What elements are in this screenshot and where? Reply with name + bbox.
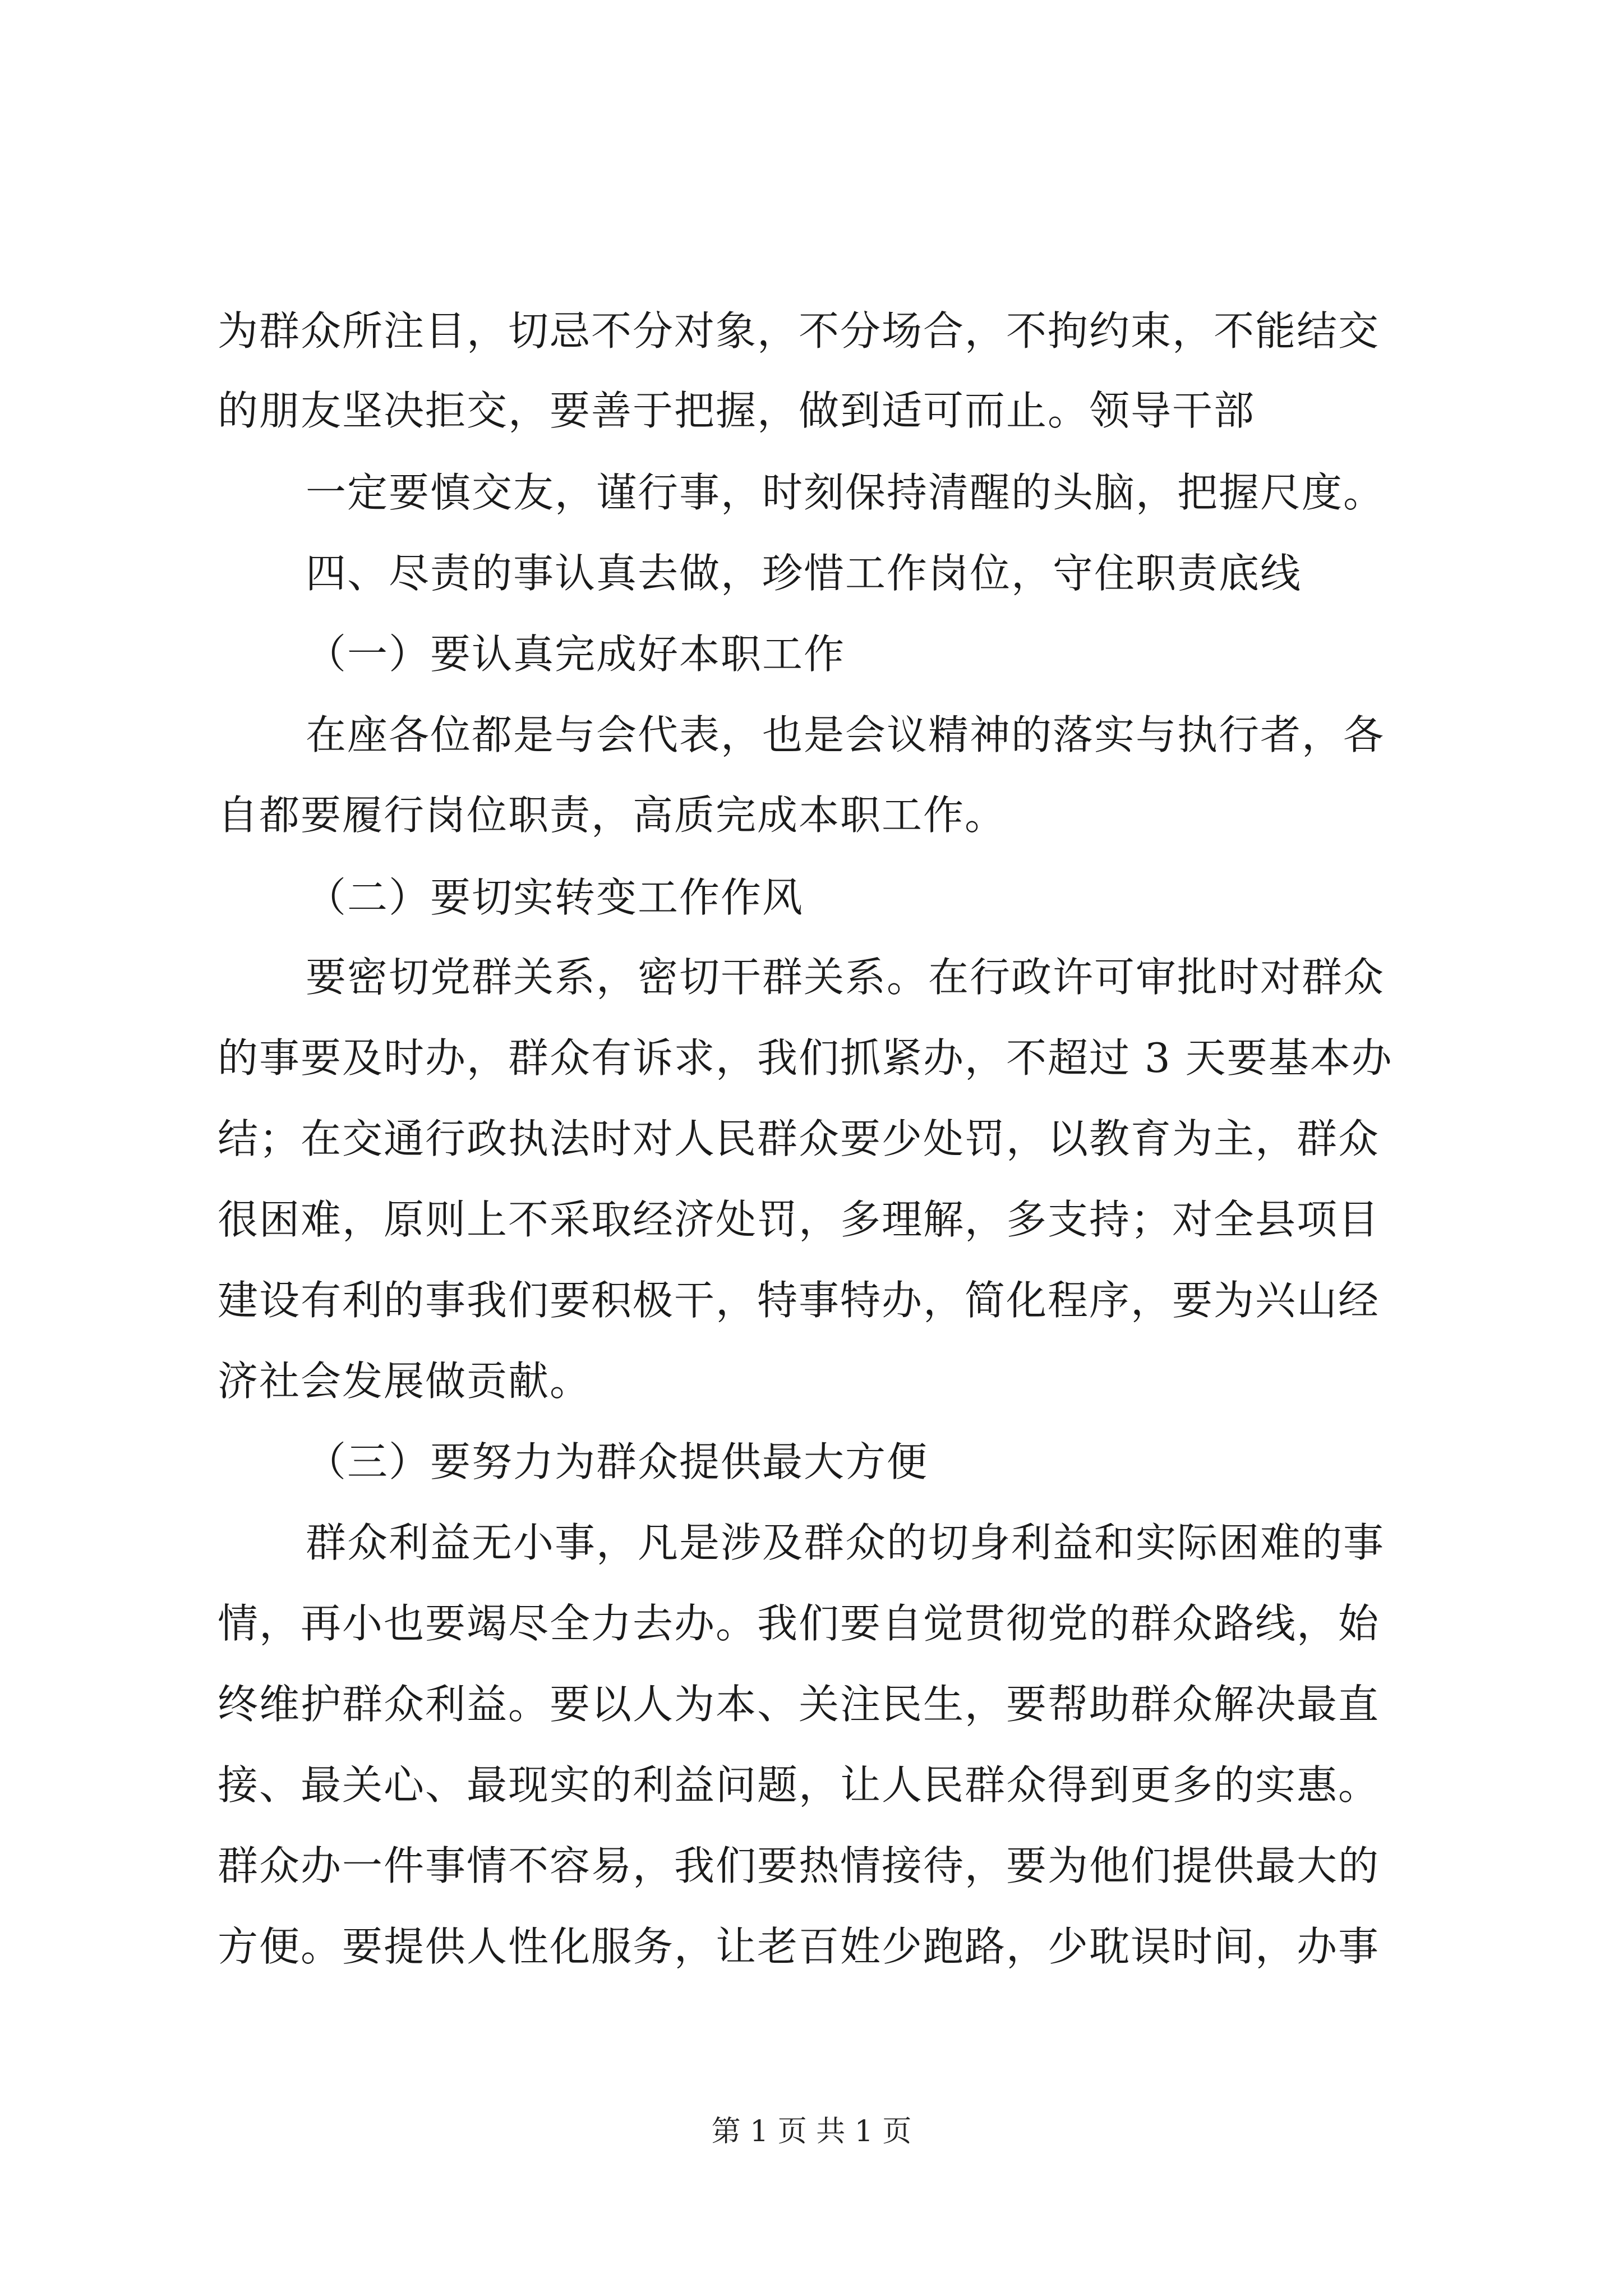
- body-line: 要密切党群关系，密切干群关系。在行政许可审批时对群众: [306, 954, 1385, 1001]
- section-heading: 四、尽责的事认真去做，珍惜工作岗位，守住职责底线: [306, 550, 1302, 597]
- body-line: 自都要履行岗位职责，高质完成本职工作。: [218, 792, 1007, 839]
- body-line: 群众利益无小事，凡是涉及群众的切身利益和实际困难的事: [306, 1519, 1385, 1566]
- body-line: 的朋友坚决拒交，要善于把握，做到适可而止。领导干部: [218, 387, 1256, 434]
- subsection-heading: （二）要切实转变工作作风: [306, 874, 804, 921]
- body-line: 方便。要提供人性化服务，让老百姓少跑路，少耽误时间，办事: [218, 1923, 1380, 1970]
- subsection-heading: （一）要认真完成好本职工作: [306, 631, 846, 678]
- page-footer: 第 1 页 共 1 页: [711, 2115, 912, 2148]
- body-line: 济社会发展做贡献。: [218, 1358, 592, 1405]
- body-line: 一定要慎交友，谨行事，时刻保持清醒的头脑，把握尺度。: [306, 469, 1385, 516]
- body-line: 为群众所注目，切忌不分对象，不分场合，不拘约束，不能结交: [218, 307, 1380, 355]
- body-line: 群众办一件事情不容易，我们要热情接待，要为他们提供最大的: [218, 1842, 1380, 1889]
- body-line: 很困难，原则上不采取经济处罚，多理解，多支持；对全县项目: [218, 1196, 1380, 1243]
- body-line: 的事要及时办，群众有诉求，我们抓紧办，不超过 3 天要基本办: [218, 1034, 1393, 1082]
- body-line: 结；在交通行政执法时对人民群众要少处罚，以教育为主，群众: [218, 1115, 1380, 1162]
- body-line: 建设有利的事我们要积极干，特事特办，简化程序，要为兴山经: [218, 1277, 1380, 1324]
- body-line: 在座各位都是与会代表，也是会议精神的落实与执行者，各: [306, 711, 1385, 758]
- subsection-heading: （三）要努力为群众提供最大方便: [306, 1438, 929, 1485]
- body-line: 情，再小也要竭尽全力去办。我们要自觉贯彻党的群众路线，始: [218, 1600, 1380, 1647]
- body-line: 终维护群众利益。要以人为本、关注民生，要帮助群众解决最直: [218, 1681, 1380, 1728]
- body-line: 接、最关心、最现实的利益问题，让人民群众得到更多的实惠。: [218, 1761, 1380, 1809]
